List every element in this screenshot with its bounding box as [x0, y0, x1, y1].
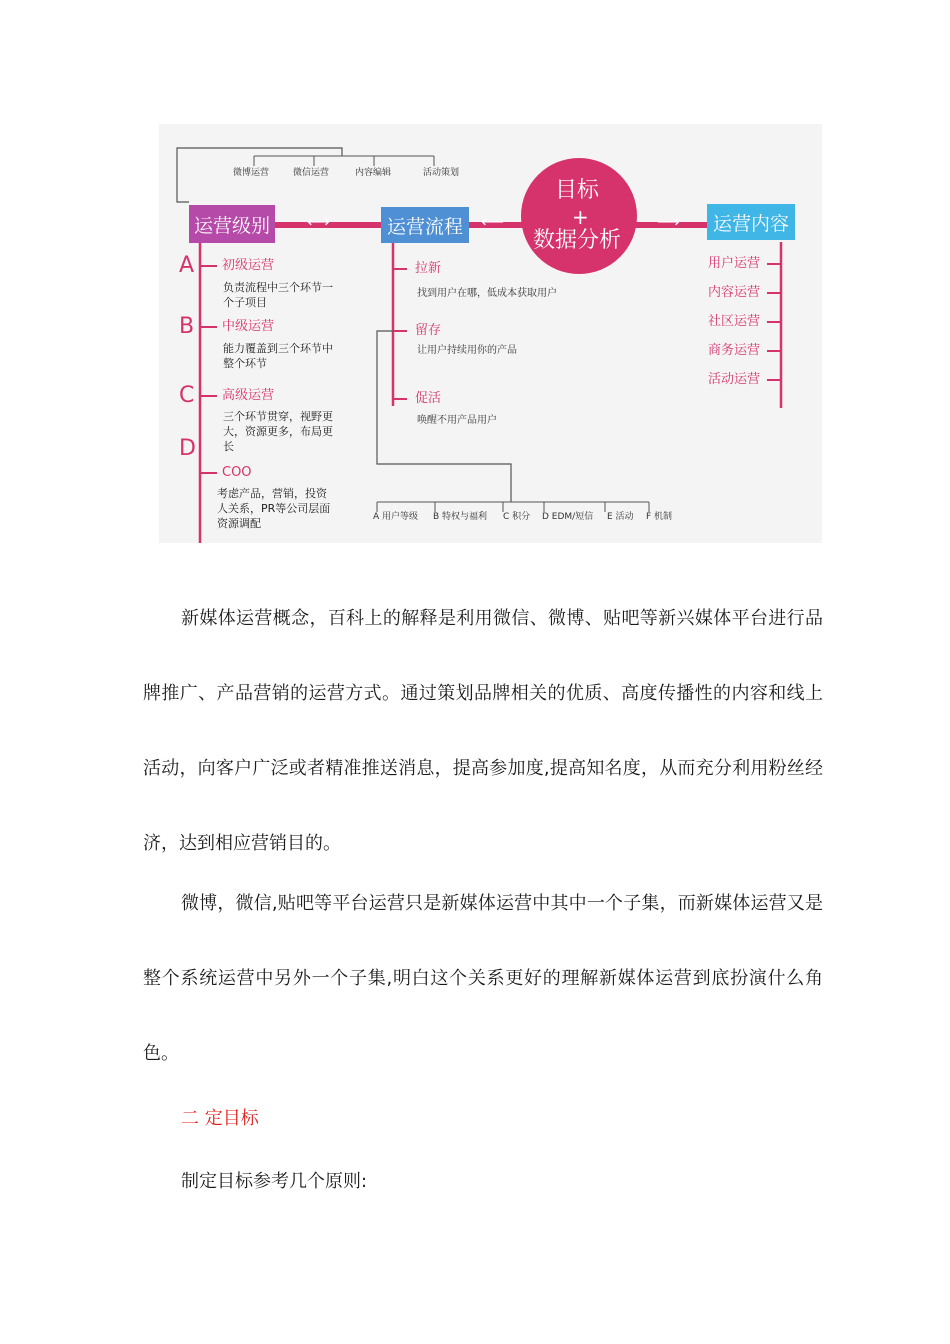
level-desc: 负责流程中三个环节一个子项目 — [223, 281, 333, 309]
level-desc: 三个环节贯穿，视野更大，资源更多，布局更长 — [223, 410, 333, 453]
top-label-content-edit: 内容编辑 — [355, 168, 392, 178]
center-data-analysis: 数据分析 — [533, 228, 622, 253]
left-arrow-icon: ⟵ — [481, 212, 504, 231]
level-desc: 考虑产品，营销，投资人关系，PR等公司层面资源调配 — [217, 487, 331, 530]
level-letter-d: D — [179, 436, 196, 461]
paragraph-definition: 新媒体运营概念，百科上的解释是利用微信、微博、贴吧等新兴媒体平台进行品牌推广、产品营销的运营方式。通过策划品牌相关的优质、高度传播性的内容和线上活动，向客户广泛或者精准推送消息，提高参加度,提高知名度，从而充分利用粉丝经济，达到相应营销目的。 — [143, 608, 823, 854]
bottom-label: B 特权与福利 — [433, 512, 488, 522]
top-label-event-plan: 活动策划 — [423, 168, 460, 178]
content-item: 用户运营 — [708, 256, 761, 271]
levels-box: 运营级别 — [189, 205, 275, 243]
level-desc: 能力覆盖到三个环节中整个环节 — [223, 342, 333, 370]
operations-diagram — [159, 124, 822, 543]
level-title: 中级运营 — [222, 319, 275, 334]
center-goal: 目标 — [555, 178, 600, 203]
center-plus: + — [572, 205, 589, 229]
process-desc: 唤醒不用产品用户 — [417, 415, 497, 426]
content-item: 内容运营 — [708, 285, 761, 300]
level-letter-a: A — [179, 253, 195, 278]
process-title: 拉新 — [415, 261, 442, 276]
level-title: 高级运营 — [222, 388, 275, 403]
section-heading: 二 定目标 — [181, 1108, 259, 1129]
process-title: 留存 — [415, 323, 442, 338]
double-arrow-icon: ⟷ — [307, 212, 330, 231]
bottom-label: C 积分 — [503, 512, 531, 522]
paragraph-subset: 微博，微信,贴吧等平台运营只是新媒体运营中其中一个子集，而新媒体运营又是整个系统运营中另外一个子集,明白这个关系更好的理解新媒体运营到底扮演什么角色。 — [143, 893, 823, 1064]
content-item: 活动运营 — [708, 372, 761, 387]
content-item: 社区运营 — [708, 314, 761, 329]
bottom-label: D EDM/短信 — [542, 512, 594, 522]
process-desc: 找到用户在哪，低成本获取用户 — [417, 288, 557, 299]
closing-line: 制定目标参考几个原则: — [181, 1171, 368, 1192]
content-item: 商务运营 — [708, 343, 761, 358]
bottom-label: A 用户等级 — [373, 512, 419, 522]
top-label-wechat: 微信运营 — [293, 168, 330, 178]
content-box: 运营内容 — [707, 204, 795, 240]
level-title: COO — [222, 465, 252, 480]
bottom-label: F 机制 — [646, 512, 673, 522]
level-letter-c: C — [179, 383, 195, 408]
process-desc: 让用户持续用你的产品 — [417, 345, 517, 356]
level-title: 初级运营 — [222, 258, 275, 273]
bottom-label: E 活动 — [607, 512, 634, 522]
process-title: 促活 — [415, 391, 442, 406]
right-arrow-icon: ⟶ — [657, 212, 680, 231]
process-box: 运营流程 — [381, 207, 469, 243]
level-letter-b: B — [179, 314, 195, 339]
top-label-weibo: 微博运营 — [233, 168, 270, 178]
